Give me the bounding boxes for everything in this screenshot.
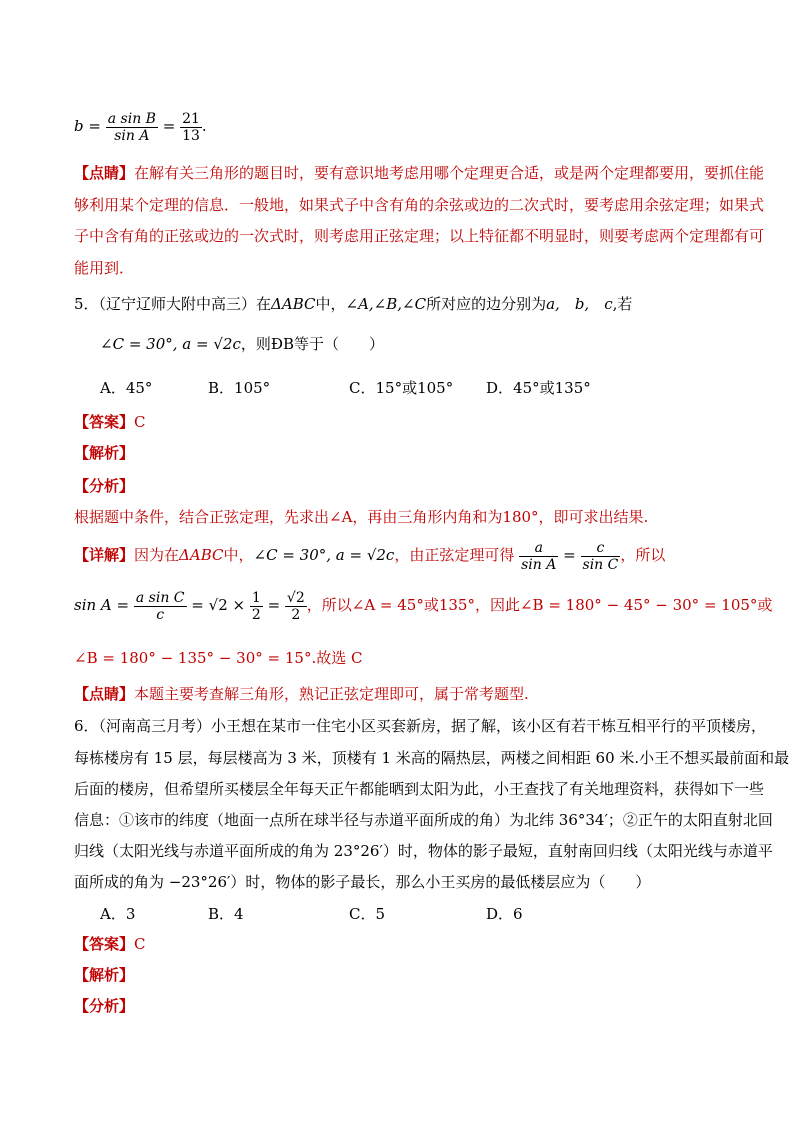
q6-answer: 【答案】C bbox=[74, 935, 146, 953]
q5-fenxi-heading: 【分析】 bbox=[74, 477, 135, 495]
q5-xiangjie-line-3: ∠B = 180° − 135° − 30° = 15°.故选 C bbox=[74, 649, 363, 667]
q5-xiangjie-line-2: sin A = $\frac{\text{a sin C}}{c}$ = √2 × $\frac{1}{2}$ = $\frac{√2}{2}$ ，所以∠A = 45°或135°，因此∠B = 180° − 45° − 30° = 105°或 bbox=[74, 589, 773, 623]
q6-stem-line-4: 信息：①该市的纬度（地面一点所在球半径与赤道平面所成的角）为北纬 36°34′；②正午的太阳直射北回 bbox=[74, 811, 773, 829]
fraction-sqrt2-2: $\frac{√2}{2}$ bbox=[286, 589, 305, 623]
q5-option-b: B．105° bbox=[208, 379, 271, 397]
q6-fenxi-heading: 【分析】 bbox=[74, 997, 135, 1015]
dianjing-1-line-1: 【点睛】在解有关三角形的题目时，要有意识地考虑用哪个定理更合适，或是两个定理都要用，要抓住能 bbox=[74, 164, 765, 182]
q6-jiexi-heading: 【解析】 bbox=[74, 966, 135, 984]
q5-dianjing: 【点睛】本题主要考查解三角形，熟记正弦定理即可，属于常考题型. bbox=[74, 685, 529, 703]
q6-stem-line-6: 面所成的角为 −23°26′）时，物体的影子最长，那么小王买房的最低楼层应为（ ） bbox=[74, 873, 651, 891]
q5-answer: 【答案】C bbox=[74, 413, 146, 431]
q5-jiexi-heading: 【解析】 bbox=[74, 444, 135, 462]
q6-option-b: B．4 bbox=[208, 905, 244, 923]
fraction-21-13: $\frac{21}{13}$ bbox=[182, 110, 200, 144]
q5-option-a: A．45° bbox=[100, 379, 153, 397]
fraction-asinB-sinA: $\frac{\text{a sin B}}{\text{sin A}}$ bbox=[107, 110, 156, 144]
q6-option-a: A．3 bbox=[100, 905, 136, 923]
q5-option-c: C．15°或105° bbox=[349, 379, 454, 397]
q6-stem-line-3: 后面的楼房，但希望所买楼层全年每天正午都能晒到太阳为此，小王查找了有关地理资料，获得如下一些 bbox=[74, 780, 765, 798]
fraction-a-sinA: $\frac{a}{\text{sin A}}$ bbox=[521, 539, 557, 573]
q5-stem-line-1: 5．（辽宁辽师大附中高三）在ΔABC中，∠A,∠B,∠C所对应的边分别为a, b, c,若 bbox=[74, 295, 633, 313]
formula-b-result: b = $\frac{\text{a sin B}}{\text{sin A}}$ = $\frac{21}{13}$ . bbox=[74, 110, 207, 144]
fraction-c-sinC: $\frac{c}{\text{sin C}}$ bbox=[582, 539, 619, 573]
dianjing-1-line-4: 能用到． bbox=[74, 259, 135, 277]
q5-fenxi-text: 根据题中条件，结合正弦定理，先求出∠A，再由三角形内角和为180°，即可求出结果. bbox=[74, 508, 649, 526]
q6-stem-line-2: 每栋楼房有 15 层，每层楼高为 3 米，顶楼有 1 米高的隔热层，两楼之间相距 60 米.小王不想买最前面和最 bbox=[74, 749, 790, 767]
q6-stem-line-1: 6．（河南高三月考）小王想在某市一住宅小区买套新房，据了解，该小区有若干栋互相平行的平顶楼房， bbox=[74, 717, 767, 735]
fraction-asinC-c: $\frac{\text{a sin C}}{c}$ bbox=[135, 589, 185, 623]
fraction-1-2: $\frac{1}{2}$ bbox=[251, 589, 261, 623]
q5-xiangjie-line-1: 【详解】因为在ΔABC中，∠C = 30°, a = √2c，由正弦定理可得 $\frac{a}{\text{sin A}}$ = $\frac{c}{\text{sin C}}$ ，所以 bbox=[74, 539, 666, 573]
q6-stem-line-5: 归线（太阳光线与赤道平面所成的角为 23°26′）时，物体的影子最短，直射南回归线（太阳光线与赤道平 bbox=[74, 842, 773, 860]
q5-option-d: D．45°或135° bbox=[486, 379, 591, 397]
dianjing-1-line-3: 子中含有角的正弦或边的一次式时，则考虑用正弦定理；以上特征都不明显时，则要考虑两个定理都有可 bbox=[74, 227, 765, 245]
dianjing-1-line-2: 够利用某个定理的信息．一般地，如果式子中含有角的余弦或边的二次式时，要考虑用余弦定理；如果式 bbox=[74, 196, 765, 214]
q6-option-d: D．6 bbox=[486, 905, 523, 923]
q5-stem-line-2: ∠C = 30°, a = √2c，则ÐB等于（ ） bbox=[100, 335, 384, 353]
q6-option-c: C．5 bbox=[349, 905, 386, 923]
